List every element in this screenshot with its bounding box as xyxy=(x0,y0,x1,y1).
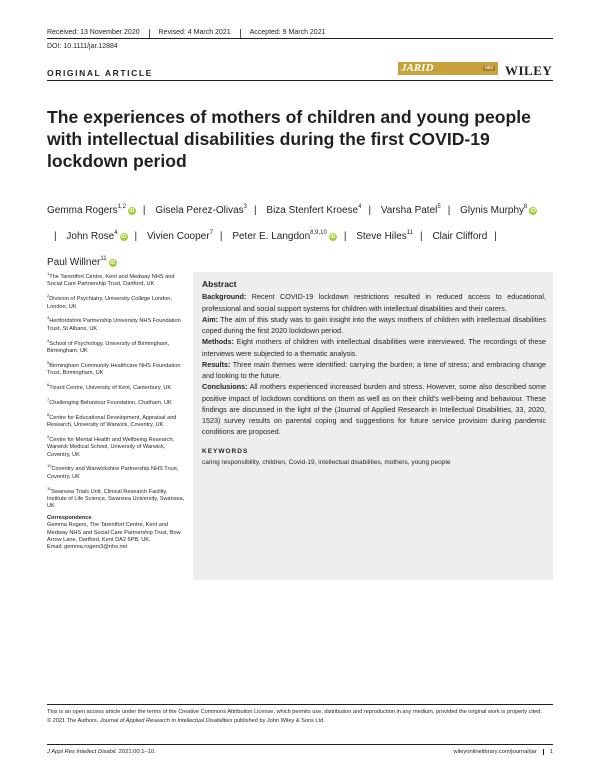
author-separator: | xyxy=(420,231,423,242)
author-separator: | xyxy=(134,231,138,242)
abstract-section-label: Aim: xyxy=(202,314,218,324)
orcid-icon[interactable]: iD xyxy=(530,208,536,214)
header-rule xyxy=(47,38,553,39)
affiliation-list xyxy=(47,270,187,511)
abstract-section xyxy=(202,359,546,382)
affiliation xyxy=(47,411,187,430)
author-separator: | xyxy=(54,231,57,242)
author-affiliation-ref: 1,2 xyxy=(117,204,126,210)
author-name-text: Steve Hiles xyxy=(356,231,407,242)
affiliation-text: Centre for Educational Development, Appraisal and Research, University of Warwick, Coventry, UK xyxy=(47,414,177,429)
affiliation-number: 8 xyxy=(47,411,50,417)
doi[interactable]: DOI: 10.1111/jar.12884 xyxy=(47,43,118,50)
copyright-line xyxy=(47,717,553,726)
author-name xyxy=(232,231,337,242)
affiliation xyxy=(47,485,187,511)
author-name-text: Paul Willner xyxy=(47,257,101,268)
keywords: caring responsibility, children, Covid-19, intellectual disabilities, mothers, young people xyxy=(202,458,451,466)
affiliation-text: The Tarentfort Centre, Kent and Medway NHS and Social Care Partnership Trust, Dartford, UK xyxy=(47,274,175,288)
author-name xyxy=(47,257,117,268)
affiliation xyxy=(47,314,187,333)
author-name-text: John Rose xyxy=(66,231,115,242)
license-rule xyxy=(47,704,553,705)
affiliation-number: 10 xyxy=(47,463,52,469)
author-affiliation-ref: 11 xyxy=(100,256,107,262)
author-name xyxy=(47,205,136,216)
author-name-text: Vivien Cooper xyxy=(146,231,210,242)
article-dates xyxy=(47,29,326,38)
abstract-section xyxy=(202,291,546,314)
author-name-text: Glynis Murphy xyxy=(460,205,525,216)
affiliation-number: 11 xyxy=(47,485,52,491)
affiliation-text: Birmingham Community Healthcare NHS Foundation Trust, Birmingham, UK xyxy=(47,362,181,377)
page-number: 1 xyxy=(543,749,553,755)
affiliation-text: Coventry and Warwickshire Partnership NHS Trust, Coventry, UK xyxy=(47,466,179,480)
correspondence-address: Gemma Rogers, The Tarentfort Centre, Kent and Medway NHS and Social Care Partnership Trust, Bow Arrow Lane, Dartford, Kent DA2 6PB, UK. xyxy=(47,522,181,544)
abstract-section-label: Results: xyxy=(202,359,231,369)
revised-date: Revised: 4 March 2021 xyxy=(158,29,231,36)
author-name xyxy=(356,231,413,242)
bild-logo-badge: bild xyxy=(485,65,493,71)
author-affiliation-ref: 4 xyxy=(114,230,118,236)
keywords-heading: KEYWORDS xyxy=(202,447,249,455)
affiliation xyxy=(47,433,187,459)
author-name xyxy=(432,231,487,242)
affiliation-number: 9 xyxy=(47,433,50,439)
received-date: Received: 13 November 2020 xyxy=(47,29,140,36)
affiliation-text: Centre for Mental Health and Wellbeing Research, Warwick Medical School, University of Warwick, Coventry, UK xyxy=(47,436,175,458)
affiliation-text: Hertfordshire Partnership University NHS Foundation Trust, St Albans, UK xyxy=(47,318,181,332)
affiliation-text: Swansea Trials Unit, Clinical Research Facility, Institute of Life Science, Swansea University, Swansea, UK xyxy=(47,488,185,510)
affiliation-number: 2 xyxy=(47,293,50,299)
wiley-logo: WILEY xyxy=(505,63,553,78)
affiliation xyxy=(47,292,187,311)
author-name xyxy=(381,205,441,216)
orcid-icon[interactable]: iD xyxy=(330,234,336,240)
jarid-logo xyxy=(398,62,498,75)
citation-journal: J Appl Res Intellect Disabil. xyxy=(47,749,118,755)
author-affiliation-ref: 3 xyxy=(243,204,248,210)
affiliation-number: 5 xyxy=(47,359,50,365)
affiliation-number: 6 xyxy=(47,382,50,388)
orcid-icon[interactable]: iD xyxy=(121,234,127,240)
citation-details: 2021;00:1–10. xyxy=(117,749,156,755)
abstract-section-text: Eight mothers of children with intellectual disabilities were interviewed. The recordings of these interviews were subjected to a thematic analysis. xyxy=(202,337,546,358)
footer-rule xyxy=(47,744,553,745)
affiliation-text: School of Psychology, University of Birmingham, Birmingham, UK xyxy=(47,340,170,355)
abstract-section-label: Background: xyxy=(202,292,247,302)
author-name xyxy=(147,231,213,242)
author-name-text: Varsha Patel xyxy=(380,205,438,216)
author-name xyxy=(66,231,127,242)
abstract-section xyxy=(202,381,546,437)
affiliation xyxy=(47,396,187,407)
affiliation xyxy=(47,359,187,378)
author-separator: | xyxy=(494,231,497,242)
journal-url[interactable]: wileyonlinelibrary.com/journal/jar xyxy=(453,749,537,755)
abstract-heading: Abstract xyxy=(202,279,237,289)
affiliation xyxy=(47,381,187,392)
license-line: This is an open access article under the terms of the Creative Commons Attribution License, which permits use, distribution and reproduction in any medium, provided the original work is properly cited. xyxy=(47,709,542,715)
abstract-section-text: Recent COVID-19 lockdown restrictions resulted in reduced access to educational, professional and social support systems for children with intellectual disabilities and their carers. xyxy=(202,292,546,313)
accepted-date: Accepted: 9 March 2021 xyxy=(249,29,326,36)
author-separator: | xyxy=(254,205,257,216)
article-type: ORIGINAL ARTICLE xyxy=(47,68,153,78)
author-name xyxy=(155,205,247,216)
author-affiliation-ref: 5 xyxy=(437,204,441,210)
author-affiliation-ref: 4 xyxy=(358,204,362,210)
correspondence-heading: Correspondence xyxy=(47,514,92,521)
abstract-section-text: All mothers experienced increased burden and stress. However, some also described some positive impact of lockdown conditions on them as well as on their child's well-being and behaviour. These findings are discussed in the light of the (Journal of Applied Research in Intellectual Disabilities, 33, 2020, 1523) survey results on parental coping and suggestions for future service provision during pandemic conditions are proposed. xyxy=(202,382,546,437)
author-name xyxy=(460,205,537,216)
author-separator: | xyxy=(142,205,146,216)
author-name-text: Biza Stenfert Kroese xyxy=(266,205,359,216)
article-type-rule xyxy=(47,80,553,81)
author-name-text: Clair Clifford xyxy=(432,231,488,242)
copyright-journal: Journal of Applied Research in Intellectual Disabilities xyxy=(99,717,233,724)
author-affiliation-ref: 11 xyxy=(406,230,414,236)
affiliation-number: 1 xyxy=(47,271,50,276)
license-text xyxy=(47,708,553,725)
abstract-section-text: The aim of this study was to gain insight into the ways mothers of children with intellectual disabilities coped during the first 2020 lockdown period. xyxy=(202,314,546,335)
affiliation-number: 7 xyxy=(47,396,50,402)
footer-right xyxy=(453,749,553,755)
abstract-section-label: Conclusions: xyxy=(202,382,248,392)
affiliations xyxy=(47,270,187,552)
author-name-text: Gisela Perez-Olivas xyxy=(155,205,244,216)
affiliation xyxy=(47,337,187,356)
affiliation-text: Tizard Centre, University of Kent, Canterbury, UK xyxy=(49,385,172,392)
author-separator: | xyxy=(219,231,223,242)
correspondence-email[interactable]: Email: gemma.rogers3@nhs.net xyxy=(47,544,128,551)
author-affiliation-ref: 8,9,10 xyxy=(310,230,327,236)
author-affiliation-ref: 6 xyxy=(524,204,528,210)
abstract-box xyxy=(193,272,553,580)
author-name xyxy=(266,205,361,216)
author-list xyxy=(47,196,547,274)
abstract-body xyxy=(202,291,546,437)
article-title: The experiences of mothers of children and young people with intellectual disabilities during the first COVID-19 lockdown period xyxy=(47,107,531,171)
author-separator: | xyxy=(368,205,372,216)
jarid-logo-text: JARID xyxy=(401,62,434,74)
orcid-icon[interactable]: iD xyxy=(129,208,135,214)
affiliation-number: 4 xyxy=(47,337,50,343)
footer-citation xyxy=(47,749,156,755)
author-separator: | xyxy=(447,205,451,216)
abstract-section-label: Methods: xyxy=(202,337,234,347)
abstract-section-text: Three main themes were identified: carrying the burden; a time of stress; and embracing change and looking to the future. xyxy=(202,359,546,380)
orcid-icon[interactable]: iD xyxy=(110,260,116,266)
abstract-section xyxy=(202,336,546,359)
affiliation xyxy=(47,462,187,481)
copyright-suffix: published by John Wiley & Sons Ltd. xyxy=(232,717,325,724)
affiliation-number: 3 xyxy=(47,315,50,321)
affiliation-text: Challenging Behaviour Foundation, Chatham, UK xyxy=(49,399,172,406)
author-name-text: Peter E. Langdon xyxy=(232,231,311,242)
abstract-section xyxy=(202,314,546,337)
author-affiliation-ref: 7 xyxy=(209,230,213,236)
affiliation xyxy=(47,270,187,289)
author-separator: | xyxy=(343,231,347,242)
date-separator xyxy=(149,29,150,38)
date-separator xyxy=(240,29,241,38)
author-name-text: Gemma Rogers xyxy=(47,205,118,216)
affiliation-text: Division of Psychiatry, University College London, London, UK xyxy=(47,296,172,310)
copyright-prefix: © 2021 The Authors. xyxy=(47,717,100,724)
